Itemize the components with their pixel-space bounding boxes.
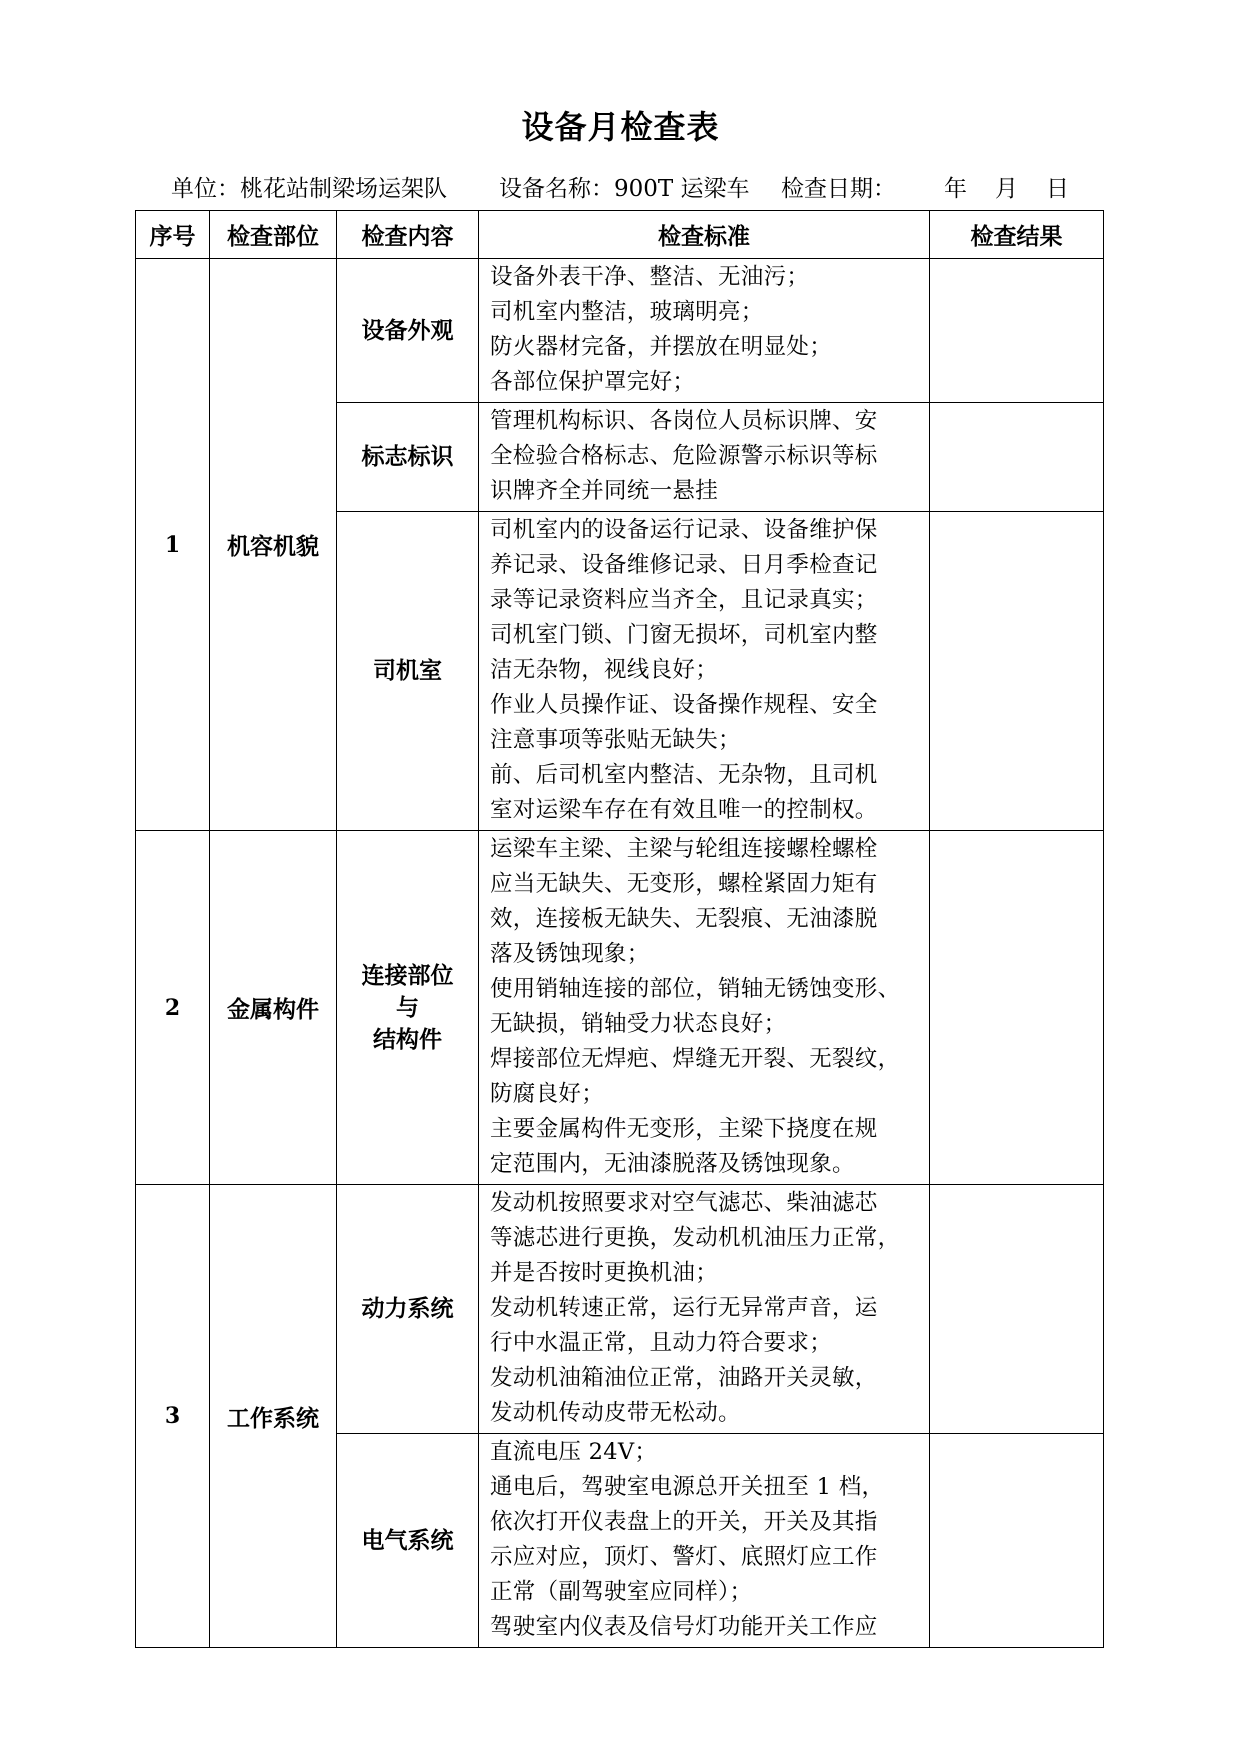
standard-line: 录等记录资料应当齐全，且记录真实； <box>490 587 878 613</box>
date-day-label: 日 <box>1046 176 1069 202</box>
standard-line: 主要金属构件无变形，主梁下挠度在规 <box>490 1116 878 1142</box>
standard-line: 落及锈蚀现象； <box>490 941 650 967</box>
standard-line: 等滤芯进行更换，发动机机油压力正常， <box>490 1225 901 1251</box>
standard-line: 并是否按时更换机油； <box>490 1260 719 1286</box>
standard-line: 全检验合格标志、危险源警示标识等标 <box>490 443 878 469</box>
standard-line: 司机室门锁、门窗无损坏，司机室内整 <box>490 622 878 648</box>
inspection-item <box>337 259 479 403</box>
inspection-result-cell[interactable] <box>930 1185 1104 1434</box>
inspection-part: 金属构件 <box>210 831 337 1185</box>
standard-line: 无缺损，销轴受力状态良好； <box>490 1011 787 1037</box>
inspection-item-name: 与 <box>396 994 419 1021</box>
standard-line: 驾驶室内仪表及信号灯功能开关工作应 <box>490 1614 878 1640</box>
header-cell: 检查结果 <box>930 211 1104 259</box>
page-title: 设备月检查表 <box>521 108 720 146</box>
standard-line: 运梁车主梁、主梁与轮组连接螺栓螺栓 <box>490 836 878 862</box>
inspection-standard <box>479 831 930 1185</box>
inspection-result-cell[interactable] <box>930 831 1104 1185</box>
standard-line: 养记录、设备维修记录、日月季检查记 <box>490 552 878 578</box>
inspection-result-cell[interactable] <box>930 1434 1104 1648</box>
standard-line: 依次打开仪表盘上的开关，开关及其指 <box>490 1509 878 1535</box>
standard-line: 通电后，驾驶室电源总开关扭至 1 档， <box>490 1474 885 1500</box>
device-name-label: 设备名称：900T 运梁车 <box>499 176 750 202</box>
inspection-standard <box>479 512 930 831</box>
table-row <box>136 831 1104 1185</box>
standard-line: 示应对应，顶灯、警灯、底照灯应工作 <box>490 1544 878 1570</box>
standard-line: 各部位保护罩完好； <box>490 369 696 395</box>
row-number: 1 <box>136 259 210 831</box>
inspection-part: 机容机貌 <box>210 259 337 831</box>
inspection-part: 工作系统 <box>210 1185 337 1648</box>
standard-line: 管理机构标识、各岗位人员标识牌、安 <box>490 408 878 434</box>
standard-line: 司机室内整洁，玻璃明亮； <box>490 299 764 325</box>
standard-line: 发动机油箱油位正常，油路开关灵敏， <box>490 1365 878 1391</box>
standard-line: 效，连接板无缺失、无裂痕、无油漆脱 <box>490 906 878 932</box>
standard-line: 使用销轴连接的部位，销轴无锈蚀变形、 <box>490 976 901 1002</box>
header-cell: 检查标准 <box>479 211 930 259</box>
inspection-item <box>337 1434 479 1648</box>
standard-line: 发动机传动皮带无松动。 <box>490 1400 741 1426</box>
inspection-item <box>337 512 479 831</box>
inspection-result-cell[interactable] <box>930 403 1104 512</box>
inspection-item-name: 结构件 <box>373 1026 442 1053</box>
standard-line: 行中水温正常，且动力符合要求； <box>490 1330 833 1356</box>
standard-line: 焊接部位无焊疤、焊缝无开裂、无裂纹， <box>490 1046 901 1072</box>
row-number: 3 <box>136 1185 210 1648</box>
standard-line: 正常（副驾驶室应同样）； <box>490 1579 753 1605</box>
header-row <box>136 211 1104 259</box>
inspection-result-cell[interactable] <box>930 512 1104 831</box>
standard-line: 发动机转速正常，运行无异常声音，运 <box>490 1295 878 1321</box>
standard-line: 室对运梁车存在有效且唯一的控制权。 <box>490 797 878 823</box>
standard-line: 发动机按照要求对空气滤芯、柴油滤芯 <box>490 1190 878 1216</box>
standard-line: 司机室内的设备运行记录、设备维护保 <box>490 517 878 543</box>
standard-line: 作业人员操作证、设备操作规程、安全 <box>490 692 878 718</box>
date-year-label: 年 <box>944 176 967 202</box>
inspection-standard <box>479 1185 930 1434</box>
inspection-date-label: 检查日期： <box>781 176 896 202</box>
standard-line: 防火器材完备，并摆放在明显处； <box>490 334 833 360</box>
inspection-item-name: 标志标识 <box>361 444 454 470</box>
row-number: 2 <box>136 831 210 1185</box>
inspection-item <box>337 1185 479 1434</box>
inspection-item-name: 动力系统 <box>361 1296 454 1322</box>
table-row <box>136 1185 1104 1434</box>
inspection-table <box>135 210 1104 1648</box>
inspection-item <box>337 403 479 512</box>
table-row <box>136 259 1104 403</box>
inspection-item-name: 电气系统 <box>361 1527 454 1554</box>
unit-label: 单位：桃花站制梁场运架队 <box>171 176 447 202</box>
inspection-item-name: 司机室 <box>373 658 442 684</box>
standard-line: 防腐良好； <box>490 1081 605 1107</box>
header-cell: 序号 <box>136 211 210 259</box>
inspection-standard <box>479 1434 930 1648</box>
inspection-result-cell[interactable] <box>930 259 1104 403</box>
inspection-item-name: 设备外观 <box>361 317 454 344</box>
standard-line: 洁无杂物，视线良好； <box>490 657 719 683</box>
standard-line: 设备外表干净、整洁、无油污； <box>490 264 810 290</box>
standard-line: 注意事项等张贴无缺失； <box>490 727 741 753</box>
standard-line: 识牌齐全并同统一悬挂 <box>490 478 719 504</box>
standard-line: 直流电压 24V； <box>490 1439 658 1465</box>
header-info <box>0 170 1241 204</box>
header-cell: 检查部位 <box>210 211 337 259</box>
header-cell: 检查内容 <box>337 211 479 259</box>
date-month-label: 月 <box>995 176 1018 202</box>
standard-line: 前、后司机室内整洁、无杂物，且司机 <box>490 762 878 788</box>
inspection-standard <box>479 403 930 512</box>
inspection-item-name: 连接部位 <box>361 962 454 989</box>
standard-line: 应当无缺失、无变形，螺栓紧固力矩有 <box>490 871 878 897</box>
inspection-standard <box>479 259 930 403</box>
inspection-item <box>337 831 479 1185</box>
standard-line: 定范围内，无油漆脱落及锈蚀现象。 <box>490 1151 855 1177</box>
